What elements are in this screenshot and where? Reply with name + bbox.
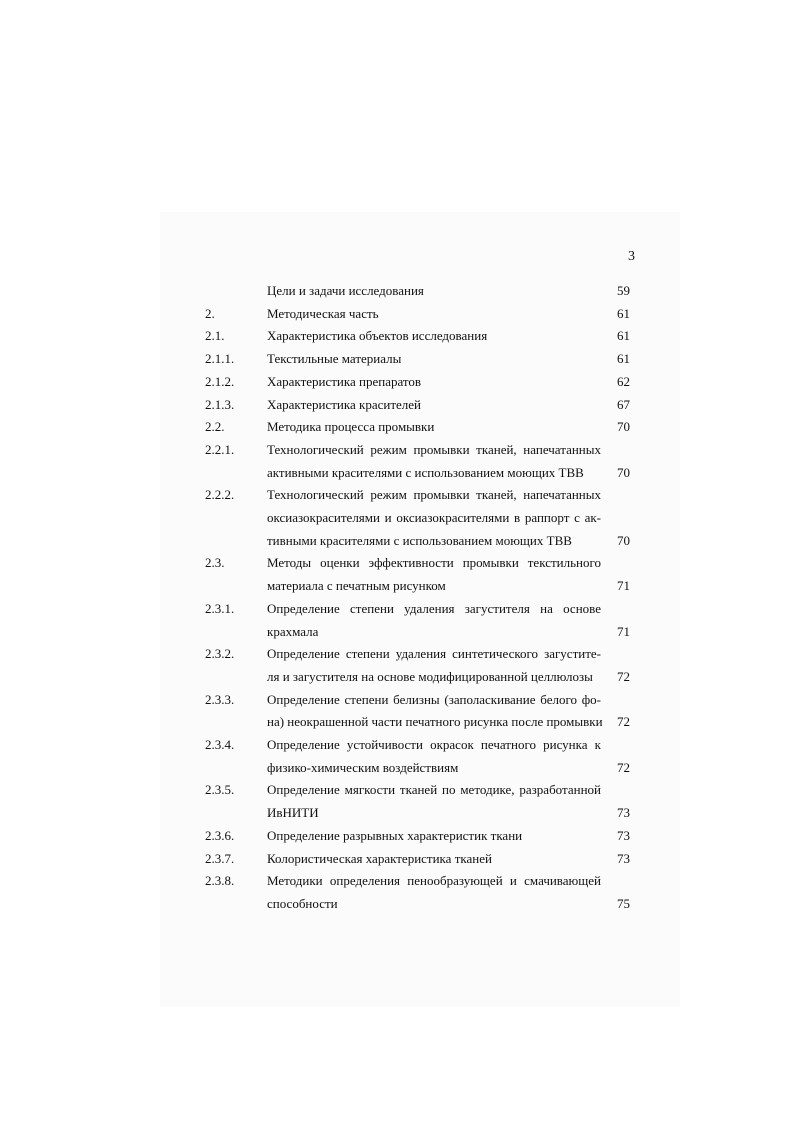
- toc-entry-number: 2.2.: [205, 419, 225, 435]
- toc-entry-number: 2.3.3.: [205, 691, 235, 707]
- toc-entry-title-line: Определение мягкости тканей по методике, разработанной: [267, 782, 601, 798]
- toc-entry-number: 2.3.1.: [205, 600, 235, 616]
- toc-entry-number: 2.3.6.: [205, 827, 235, 843]
- toc-entry-title-line: Технологический режим промывки тканей, напечатанных: [267, 441, 601, 457]
- toc-entry-page: 67: [617, 396, 630, 412]
- toc-entry-title-line: активными красителями с использованием моющих ТВВ: [267, 464, 584, 480]
- toc-entry-title-line: Определение устойчивости окрасок печатного рисунка к: [267, 737, 601, 752]
- toc-entry-title-line: Характеристика красителей: [267, 396, 422, 412]
- toc-entry-title-line: Характеристика объектов исследования: [267, 328, 488, 344]
- toc-entry-number: 2.3.7.: [205, 850, 235, 866]
- toc-entry-title-line: Методы оценки эффективности промывки текстильного: [267, 555, 601, 571]
- toc-entry-number: 2.3.5.: [205, 782, 235, 798]
- toc-entry-title-line: Определение разрывных характеристик ткани: [267, 827, 523, 843]
- toc-entry-page: 72: [617, 668, 630, 684]
- toc-entry-number: 2.3.2.: [205, 646, 235, 662]
- toc-entry-title-line: Методическая часть: [267, 305, 379, 321]
- toc-entry-page: 75: [617, 895, 630, 911]
- toc-entry-title-line: физико-химическим воздействиям: [267, 759, 459, 775]
- toc-entry-page: 71: [617, 578, 630, 594]
- toc-entry-title-line: оксиазокрасителями и оксиазокрасителями в раппорт с ак-: [267, 510, 601, 525]
- toc-entry-number: 2.2.2.: [205, 487, 235, 503]
- toc-entry-page: 70: [617, 532, 630, 548]
- toc-entry-number: 2.1.: [205, 328, 225, 344]
- toc-entry-number: 2.3.4.: [205, 737, 235, 752]
- toc-entry-title-line: ИвНИТИ: [267, 805, 319, 821]
- toc-entry-page: 59: [617, 283, 630, 298]
- toc-entry-page: 71: [617, 623, 630, 639]
- toc-entry-number: 2.1.1.: [205, 351, 235, 367]
- toc-entry-page: 72: [617, 759, 630, 775]
- toc-entry-page: 73: [617, 850, 630, 866]
- toc-entry-page: 61: [617, 305, 630, 321]
- toc-entry-title-line: Колористическая характеристика тканей: [267, 850, 492, 866]
- toc-entry-number: 2.1.2.: [205, 373, 235, 389]
- toc-entry-title-line: Методика процесса промывки: [267, 419, 435, 435]
- toc-entry-title-line: способности: [267, 895, 338, 911]
- toc-entry-number: 2.2.1.: [205, 441, 235, 457]
- toc-entry-page: 61: [617, 351, 630, 367]
- toc-entry-title-line: Определение степени белизны (заполаскивание белого фо-: [267, 691, 601, 707]
- toc-entry-page: 73: [617, 827, 630, 843]
- toc-entry-title-line: Определение степени удаления синтетического загустите-: [267, 646, 601, 662]
- toc-entry-number: 2.3.8.: [205, 873, 235, 889]
- toc-entry-title-line: ля и загустителя на основе модифицированной целлюлозы: [267, 668, 593, 684]
- toc-entry-page: 70: [617, 464, 630, 480]
- toc-entry-title-line: Текстильные материалы: [267, 351, 402, 367]
- toc-entry-page: 62: [617, 373, 630, 389]
- toc-entry-title-line: Методики определения пенообразующей и смачивающей: [267, 873, 601, 889]
- toc-entry-number: 2.1.3.: [205, 396, 235, 412]
- toc-entry-number: 2.3.: [205, 555, 225, 571]
- toc-entry-title-line: Характеристика препаратов: [267, 373, 422, 389]
- toc-entry-title-line: материала с печатным рисунком: [267, 578, 446, 594]
- toc-entry-page: 72: [617, 714, 630, 730]
- toc-entry-page: 70: [617, 419, 630, 435]
- toc-entry-number: 2.: [205, 305, 215, 321]
- toc-entry-title-line: Технологический режим промывки тканей, напечатанных: [267, 487, 601, 503]
- toc-entry-page: 61: [617, 328, 630, 344]
- toc-entry-title-line: крахмала: [267, 623, 319, 639]
- toc-entry-title-line: Определение степени удаления загустителя на основе: [267, 600, 601, 616]
- toc-entry-title-line: на) неокрашенной части печатного рисунка после промывки: [267, 714, 603, 730]
- page-number: 3: [628, 249, 635, 264]
- toc-entry-title-line: Цели и задачи исследования: [267, 283, 424, 298]
- toc-entry-title-line: тивными красителями с использованием моющих ТВВ: [267, 532, 572, 548]
- toc-entry-page: 73: [617, 805, 630, 821]
